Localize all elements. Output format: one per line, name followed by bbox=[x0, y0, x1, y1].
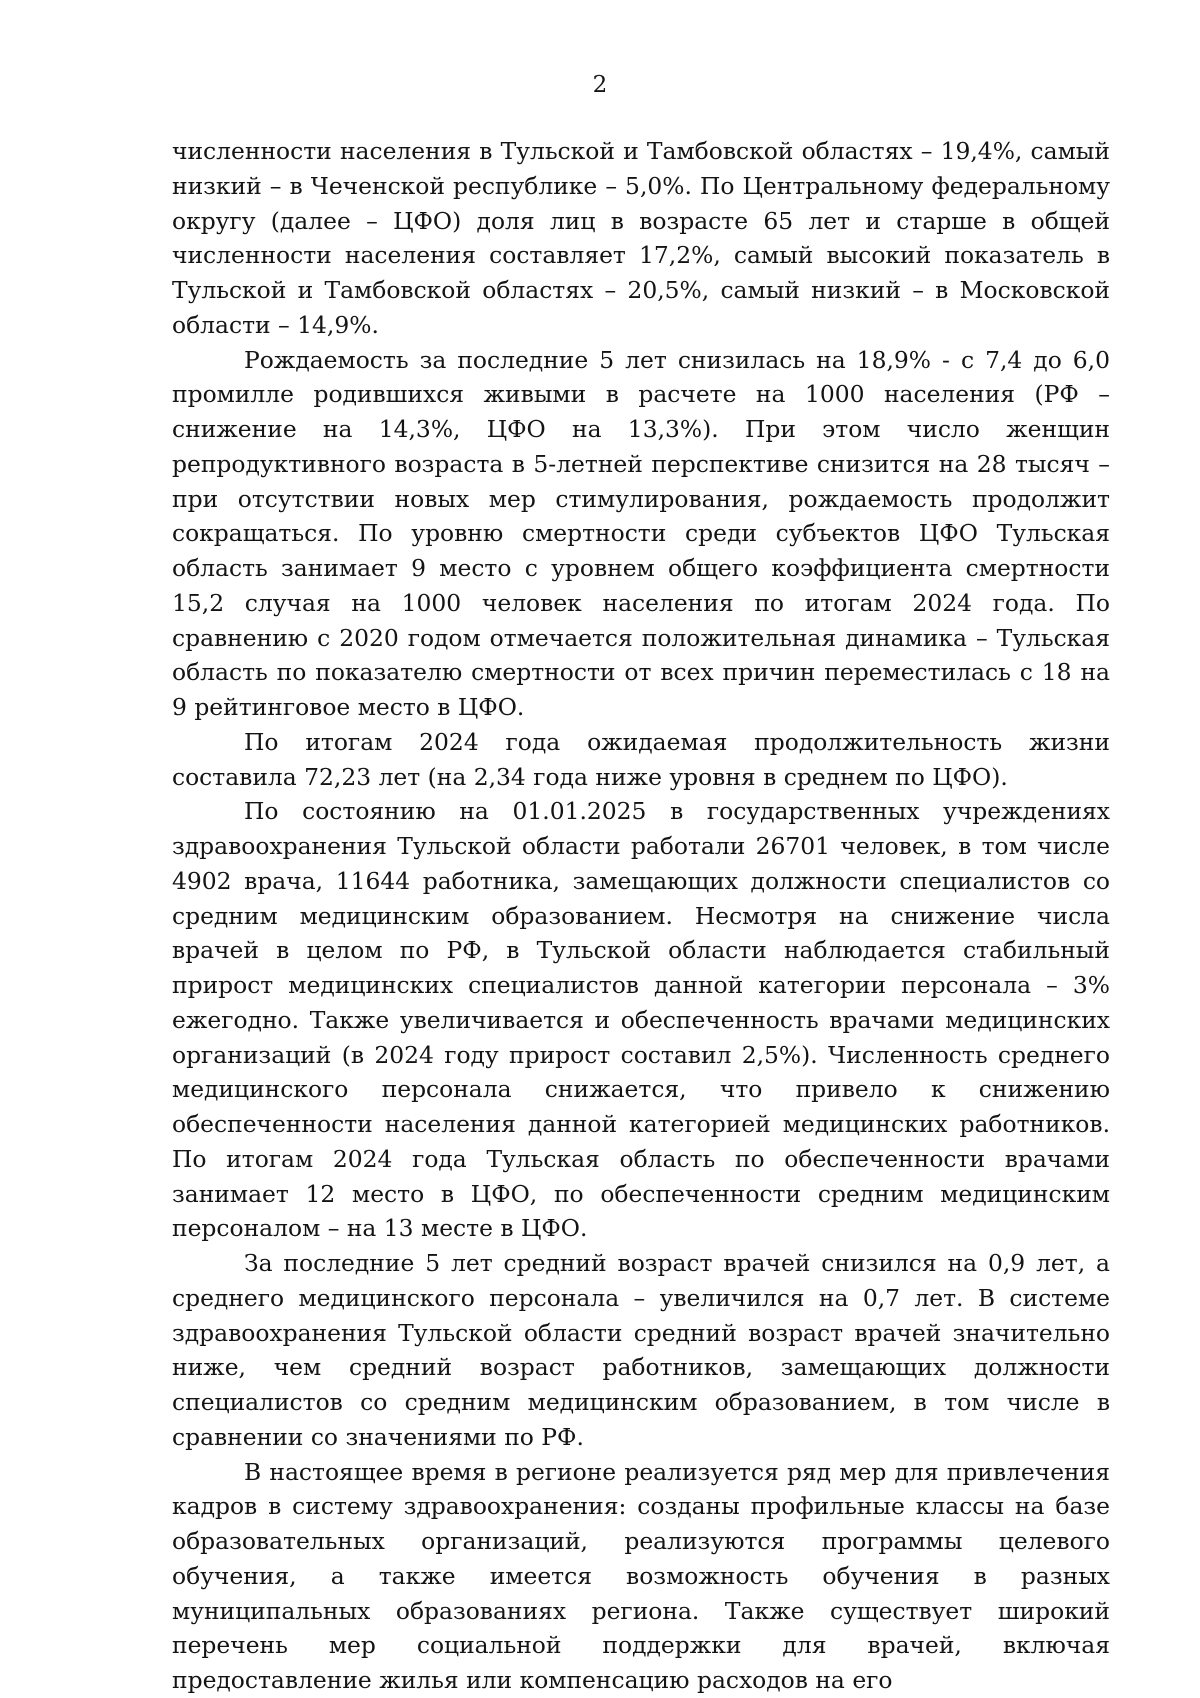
paragraph-birth-rate: Рождаемость за последние 5 лет снизилась на 18,9% - с 7,4 до 6,0 промилле родившихся живыми в расчете на 1000 населения (РФ – снижение на 14,3%, ЦФО на 13,3%). При этом число женщин репродуктивного возраста в 5-летней перспективе снизится на 28 тысяч – при отсутствии новых мер стимулирования, рождаемость продолжит сокращаться. По уровню смертности среди субъектов ЦФО Тульская область занимает 9 место с уровнем общего коэффициента смертности 15,2 случая на 1000 человек населения по итогам 2024 года. По сравнению с 2020 годом отмечается положительная динамика – Тульская область по показателю смертности от всех причин переместилась с 18 на 9 рейтинговое место в ЦФО. bbox=[172, 345, 1110, 721]
paragraph-staffing: По состоянию на 01.01.2025 в государственных учреждениях здравоохранения Тульской области работали 26701 человек, в том числе 4902 врача, 11644 работника, замещающих должности специалистов со средним медицинским образованием. Несмотря на снижение числа врачей в целом по РФ, в Тульской области наблюдается стабильный прирост медицинских специалистов данной категории персонала – 3% ежегодно. Также увеличивается и обеспеченность врачами медицинских организаций (в 2024 году прирост составил 2,5%). Численность среднего медицинского персонала снижается, что привело к снижению обеспеченности населения данной категорией медицинских работников. По итогам 2024 года Тульская область по обеспеченности врачами занимает 12 место в ЦФО, по обеспеченности средним медицинским персоналом – на 13 месте в ЦФО. bbox=[172, 797, 1110, 1243]
paragraph-recruitment-measures: В настоящее время в регионе реализуется ряд мер для привлечения кадров в систему здравоохранения: созданы профильные классы на базе образовательных организаций, реализуются программы целевого обучения, а также имеется возможность обучения в разных муниципальных образованиях региона. Также существует широкий перечень мер социальной поддержки для врачей, включая предоставление жилья или компенсацию расходов на его bbox=[172, 1457, 1110, 1694]
paragraph-population-share: численности населения в Тульской и Тамбовской областях – 19,4%, самый низкий – в Чеченской республике – 5,0%. По Центральному федеральному округу (далее – ЦФО) доля лиц в возрасте 65 лет и старше в общей численности населения составляет 17,2%, самый высокий показатель в Тульской и Тамбовской областях – 20,5%, самый низкий – в Московской области – 14,9%. bbox=[172, 137, 1110, 339]
page-number: 2 bbox=[592, 72, 608, 98]
paragraph-staff-age: За последние 5 лет средний возраст врачей снизился на 0,9 лет, а среднего медицинского персонала – увеличился на 0,7 лет. В системе здравоохранения Тульской области средний возраст врачей значительно ниже, чем средний возраст работников, замещающих должности специалистов со средним медицинским образованием, в том числе в сравнении со значениями по РФ. bbox=[172, 1249, 1110, 1451]
paragraph-life-expectancy: По итогам 2024 года ожидаемая продолжительность жизни составила 72,23 лет (на 2,34 года ниже уровня в среднем по ЦФО). bbox=[172, 727, 1110, 791]
document-body bbox=[172, 134, 1110, 1698]
